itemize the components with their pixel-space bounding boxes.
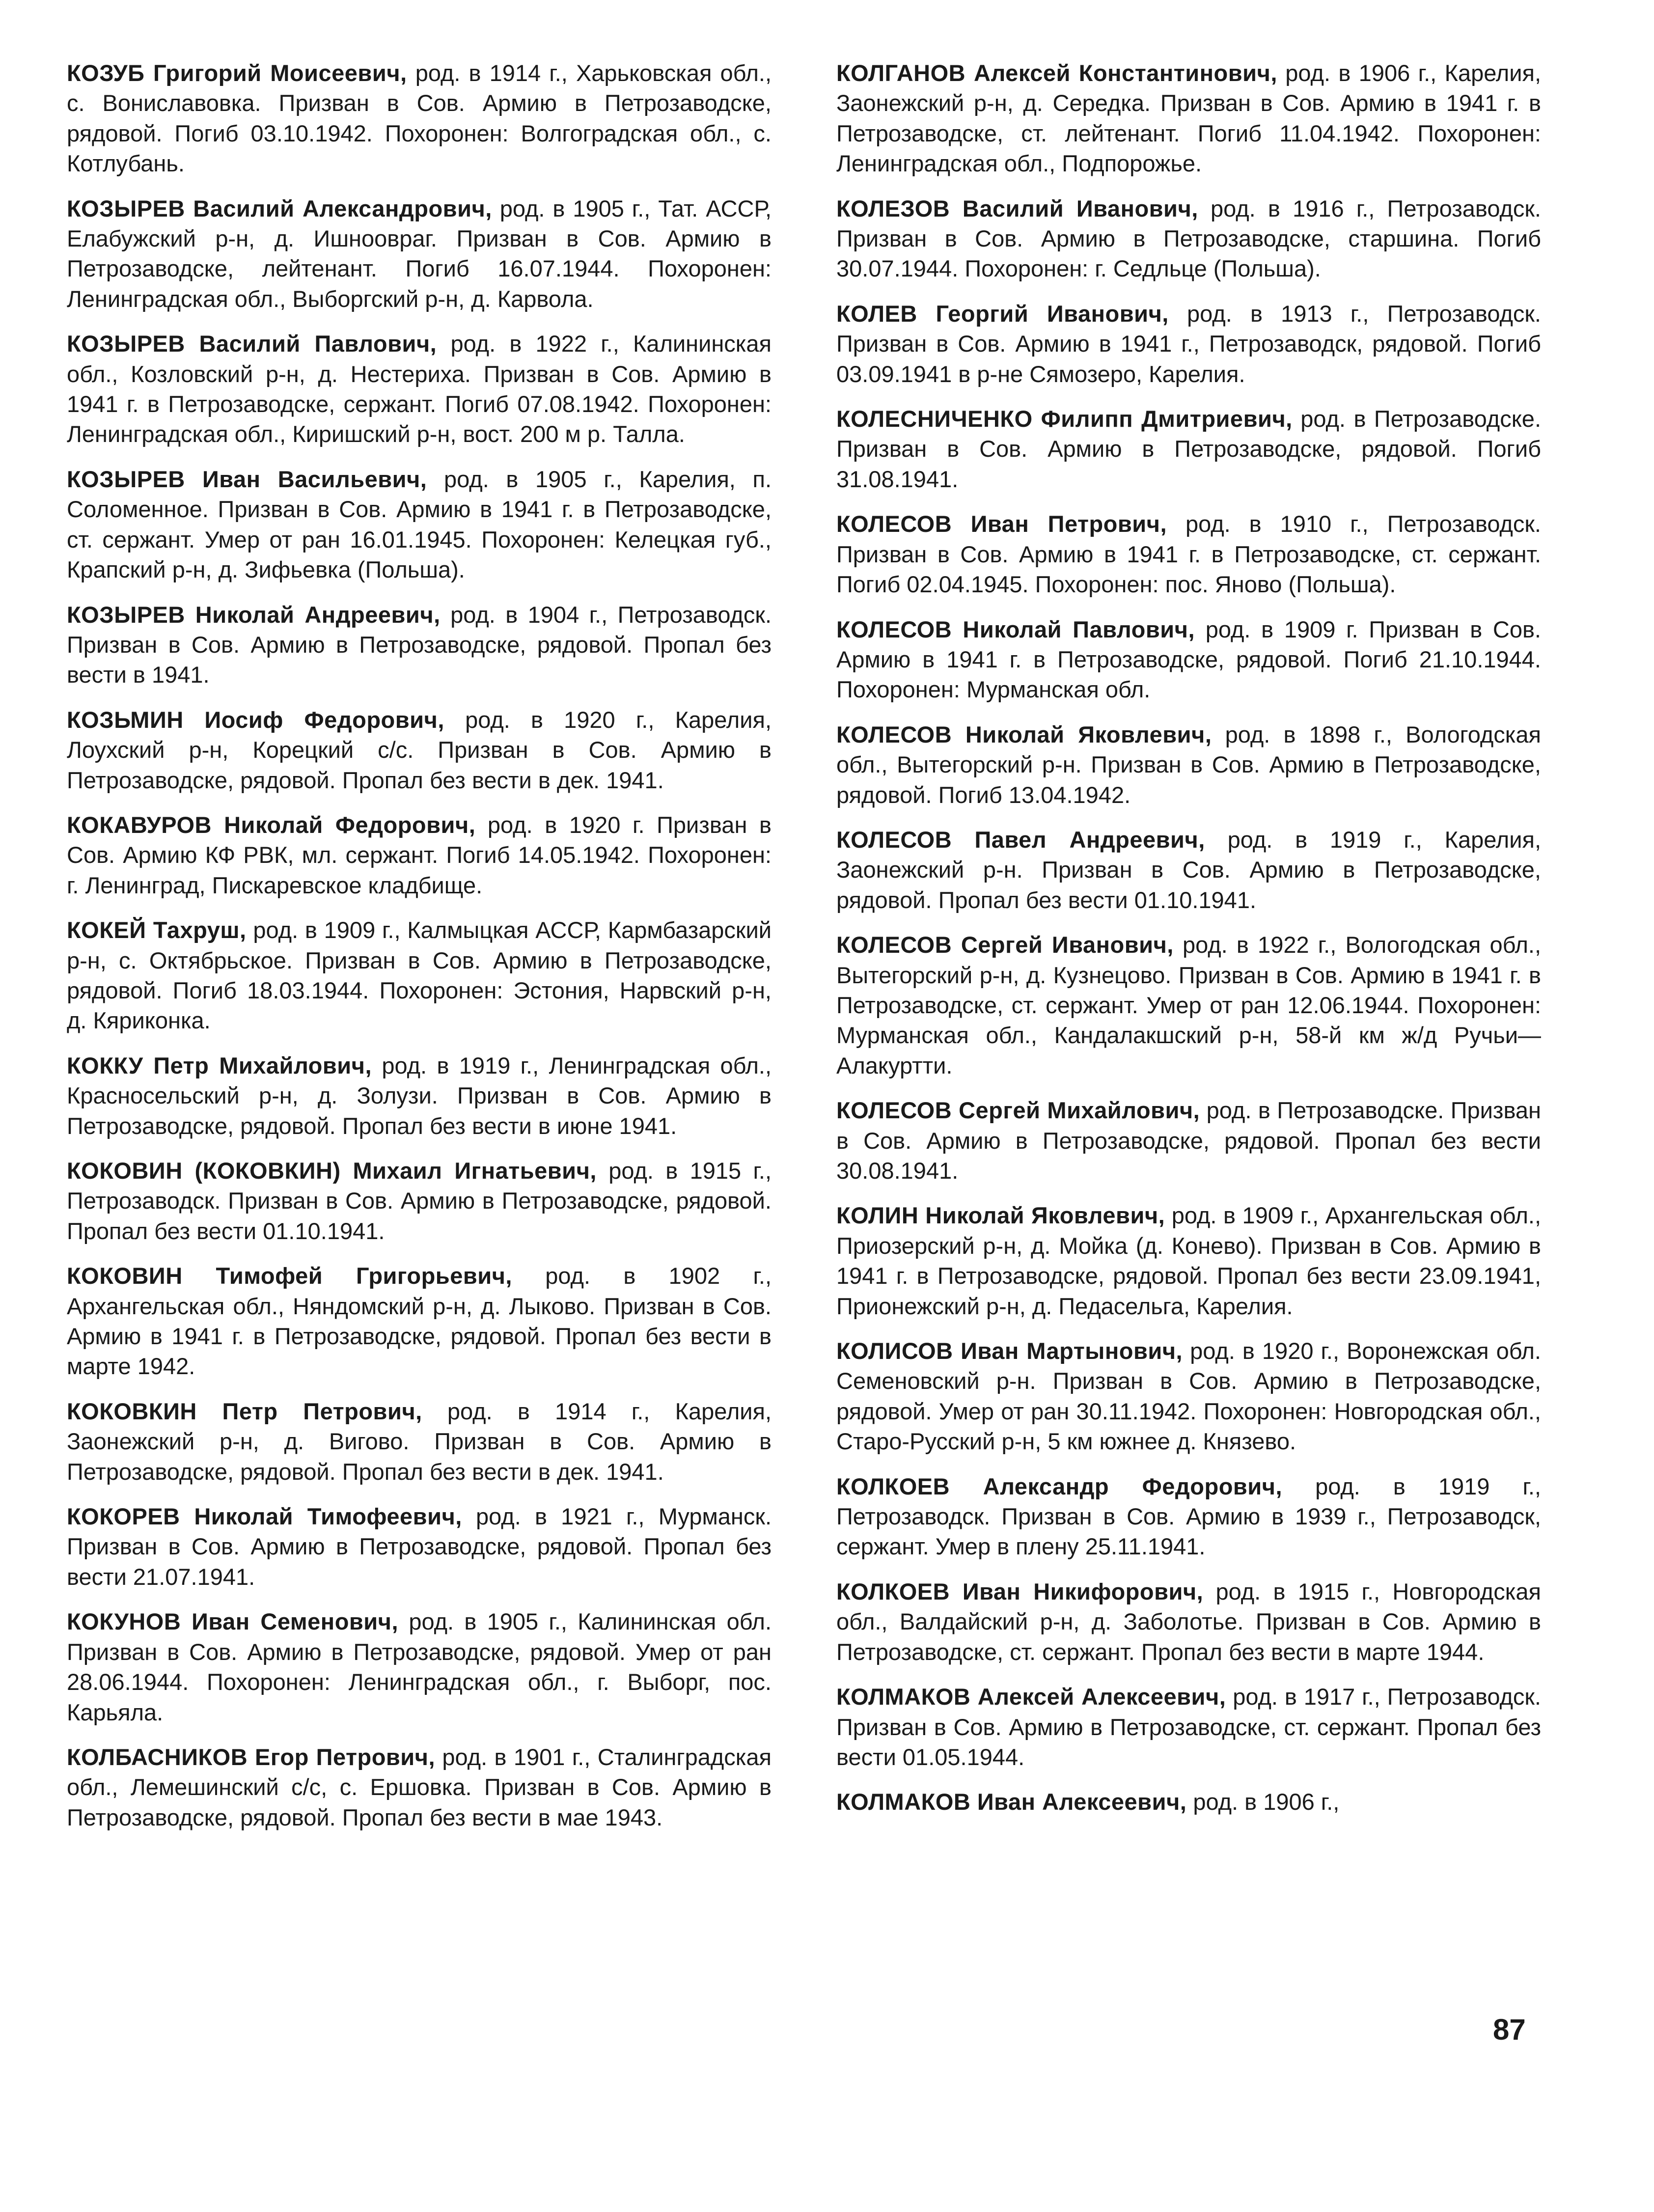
entry-name: КОКУНОВ Иван Семенович, — [67, 1608, 399, 1635]
entry — [67, 1501, 772, 1592]
right-column — [836, 58, 1541, 1832]
entry-name: КОЛЕВ Георгий Иванович, — [836, 300, 1169, 327]
entry — [836, 1576, 1541, 1667]
entry-text: род. в 1905 г., Калининская обл. Призван в Сов. Армию в Петрозаводске, рядовой. Умер от ран 28.06.1944. Похоронен: Ленинградская обл., г. Выборг, пос. Карьяла. — [67, 1608, 772, 1725]
entry-name: КОКОРЕВ Николай Тимофеевич, — [67, 1503, 462, 1530]
entry-text: род. в 1906 г., — [1193, 1789, 1340, 1815]
entry-name: КОЛЕЗОВ Василий Иванович, — [836, 195, 1198, 221]
entry-name: КОЛБАСНИКОВ Егор Петрович, — [67, 1743, 436, 1770]
entry-text: род. в 1921 г., Мурманск. Призван в Сов. Армию в Петрозаводске, рядовой. Пропал без вести 21.07.1941. — [67, 1503, 772, 1590]
entry-name: КОЛЕСОВ Сергей Михайлович, — [836, 1097, 1200, 1124]
entry — [836, 1682, 1541, 1772]
entry — [836, 930, 1541, 1080]
entry — [836, 1200, 1541, 1321]
entry — [836, 1095, 1541, 1186]
entry-text: род. в 1905 г., Тат. АССР, Елабужский р-н, д. Ишнoовраг. Призван в Сов. Армию в Петрозаводске, лейтенант. Погиб 16.07.1944. Похоронен: Ленинградская обл., Выборгский р-н, д. Карвола. — [67, 195, 772, 312]
entry-text: род. в 1910 г., Петрозаводск. Призван в Сов. Армию в 1941 г. в Петрозаводске, ст. сержант. Погиб 02.04.1945. Похоронен: пос. Яново (Польша). — [836, 511, 1541, 598]
entry-name: КОККУ Петр Михайлович, — [67, 1052, 372, 1078]
entry-text: род. в 1919 г., Карелия, Заонежский р-н. Призван в Сов. Армию в Петрозаводске, рядовой. Пропал без вести 01.10.1941. — [836, 826, 1541, 913]
entry — [67, 58, 772, 179]
left-column — [67, 58, 772, 1847]
entry-text: род. в Петрозаводске. Призван в Сов. Армию в Петрозаводске, рядовой. Погиб 31.08.1941. — [836, 406, 1542, 492]
entry-text: род. в 1917 г., Петрозаводск. Призван в Сов. Армию в Петрозаводске, ст. сержант. Пропал без вести 01.05.1944. — [836, 1684, 1541, 1770]
entry — [67, 1156, 772, 1246]
entry-name: КОЛИН Николай Яковлевич, — [836, 1202, 1165, 1229]
entry — [836, 1471, 1541, 1562]
entry — [836, 825, 1541, 915]
entry-text: род. в 1914 г., Карелия, Заонежский р-н, д. Вигово. Призван в Сов. Армию в Петрозаводске, рядовой. Пропал без вести в дек. 1941. — [67, 1398, 772, 1485]
entry-text: род. в 1916 г., Петрозаводск. Призван в Сов. Армию в Петрозаводске, старшина. Погиб 30.07.1944. Похоронен: г. Седльце (Польша). — [836, 195, 1541, 282]
entry-text: род. в 1919 г., Ленинградская обл., Красносельский р-н, д. Золузи. Призван в Сов. Армию в Петрозаводске, рядовой. Пропал без вести в июне 1941. — [67, 1052, 772, 1139]
entry — [836, 719, 1541, 810]
entry-text: род. в 1904 г., Петрозаводск. Призван в Сов. Армию в Петрозаводске, рядовой. Пропал без вести в 1941. — [67, 601, 772, 688]
entry — [67, 915, 772, 1036]
page-number: 87 — [1493, 2013, 1526, 2046]
entry-name: КОЗУБ Григорий Моисеевич, — [67, 60, 407, 86]
entry-text: род. в 1920 г. Призван в Сов. Армию КФ РВК, мл. сержант. Погиб 14.05.1942. Похоронен: г. Ленинград, Пискаревское кладбище. — [67, 811, 772, 898]
entry-name: КОЛЕСОВ Николай Павлович, — [836, 616, 1195, 642]
entry-text: род. в 1920 г., Воронежская обл. Семеновский р-н. Призван в Сов. Армию в Петрозаводске, рядовой. Умер от ран 30.11.1942. Похоронен: Новгородская обл., Старо-Русский р-н, 5 км южнее д. Князево. — [836, 1338, 1541, 1455]
entry — [67, 1396, 772, 1487]
entry-text: род. в 1909 г. Призван в Сов. Армию в 1941 г. в Петрозаводске, рядовой. Погиб 21.10.1944. Похоронен: Мурманская обл. — [836, 616, 1541, 703]
entry-text: род. в 1914 г., Харьковская обл., с. Вонислaвовка. Призван в Сов. Армию в Петрозаводске, рядовой. Погиб 03.10.1942. Похоронен: Волгоградская обл., с. Котлубань. — [67, 60, 772, 177]
entry-text: род. в 1920 г., Карелия, Лоухский р-н, Корецкий с/с. Призван в Сов. Армию в Петрозаводске, рядовой. Пропал без вести в дек. 1941. — [67, 706, 772, 793]
entry-name: КОЗЫРЕВ Василий Александрович, — [67, 195, 492, 221]
entry-name: КОЗЫРЕВ Николай Андреевич, — [67, 601, 441, 628]
entry — [67, 1742, 772, 1832]
entry — [836, 194, 1541, 284]
entry — [67, 194, 772, 314]
entry-text: род. в 1898 г., Вологодская обл., Вытегорский р-н. Призван в Сов. Армию в Петрозаводске, рядовой. Погиб 13.04.1942. — [836, 721, 1541, 808]
entry-name: КОКОВКИН Петр Петрович, — [67, 1398, 422, 1424]
entry — [836, 509, 1541, 599]
entry — [836, 299, 1541, 389]
entry-text: род. в 1909 г., Архангельская обл., Приозерский р-н, д. Мойка (д. Конево). Призван в Сов. Армию в 1941 г. в Петрозаводске, рядовой. Пропал без вести 23.09.1941, Прионежский р-н, д. Педасельга, Карелия. — [836, 1202, 1542, 1319]
entry-name: КОКАВУРОВ Николай Федорович, — [67, 811, 476, 838]
entry-name: КОЛКОЕВ Иван Никифорович, — [836, 1578, 1204, 1604]
entry-name: КОЛЕСНИЧЕНКО Филипп Дмитриевич, — [836, 406, 1293, 432]
entry — [67, 1606, 772, 1727]
entry — [67, 329, 772, 449]
entry-name: КОЛЕСОВ Иван Петрович, — [836, 511, 1167, 537]
entry-name: КОЛЕСОВ Николай Яковлевич, — [836, 721, 1212, 747]
entry-text: род. в 1913 г., Петрозаводск. Призван в Сов. Армию в 1941 г., Петрозаводск, рядовой. Погиб 03.09.1941 в р-не Сямозеро, Карелия. — [836, 300, 1541, 387]
entry-text: род. в Петрозаводске. Призван в Сов. Армию в Петрозаводске, рядовой. Пропал без вести 30.08.1941. — [836, 1097, 1542, 1184]
entry — [836, 1336, 1541, 1457]
entry-name: КОЛЕСОВ Сергей Иванович, — [836, 932, 1174, 958]
entry — [67, 705, 772, 795]
entry — [67, 464, 772, 585]
entry-name: КОЛМАКОВ Алексей Алексеевич, — [836, 1684, 1226, 1710]
entry-name: КОЛГАНОВ Алексей Константинович, — [836, 60, 1277, 86]
entry-name: КОЛЕСОВ Павел Андреевич, — [836, 826, 1205, 853]
entry-name: КОЗЫРЕВ Василий Павлович, — [67, 331, 437, 357]
entry-name: КОЛКОЕВ Александр Федорович, — [836, 1473, 1283, 1499]
entry-text: род. в 1919 г., Петрозаводск. Призван в Сов. Армию в 1939 г., Петрозаводск, сержант. Умер в плену 25.11.1941. — [836, 1473, 1541, 1560]
entry-text: род. в 1922 г., Вологодская обл., Вытегорский р-н, д. Кузнецово. Призван в Сов. Армию в 1941 г. в Петрозаводске, ст. сержант. Умер от ран 12.06.1944. Похоронен: Мурманская обл., Кандалакшский р-н, 58-й км ж/д Ручьи—Алакуртти. — [836, 932, 1541, 1078]
entry-text: род. в 1922 г., Калининская обл., Козловский р-н, д. Нестериха. Призван в Сов. Армию в 1941 г. в Петрозаводске, сержант. Погиб 07.08.1942. Похоронен: Ленинградская обл., Киришский р-н, вост. 200 м р. Талла. — [67, 331, 772, 447]
entry — [836, 58, 1541, 179]
entry — [836, 614, 1541, 705]
entry-text: род. в 1909 г., Калмыцкая АССР, Кармбазарский р-н, с. Октябрьское. Призван в Сов. Армию в Петрозаводске, рядовой. Погиб 18.03.1944. Похоронен: Эстония, Нарвский р-н, д. Кяриконка. — [67, 917, 772, 1034]
entry-text: род. в 1915 г., Новгородская обл., Валдайский р-н, д. Заболотье. Призван в Сов. Армию в Петрозаводске, ст. сержант. Пропал без вести в марте 1944. — [836, 1578, 1541, 1665]
entry — [67, 600, 772, 690]
entry-name: КОЗЬМИН Иосиф Федорович, — [67, 706, 444, 733]
entry — [67, 1261, 772, 1382]
entry-text: род. в 1915 г., Петрозаводск. Призван в Сов. Армию в Петрозаводске, рядовой. Пропал без вести 01.10.1941. — [67, 1158, 772, 1244]
entry-name: КОКОВИН Тимофей Григорьевич, — [67, 1263, 512, 1289]
entry-text: род. в 1906 г., Карелия, Заонежский р-н, д. Середка. Призван в Сов. Армию в 1941 г. в Петрозаводске, ст. лейтенант. Погиб 11.04.1942. Похоронен: Ленинградская обл., Подпорожье. — [836, 60, 1541, 177]
entry-name: КОКЕЙ Тахруш, — [67, 917, 247, 943]
entry-text: род. в 1902 г., Архангельская обл., Няндомский р-н, д. Лыково. Призван в Сов. Армию в 1941 г. в Петрозаводске, рядовой. Пропал без вести в марте 1942. — [67, 1263, 772, 1380]
entry-text: род. в 1901 г., Сталинградская обл., Лемешинский с/с, с. Ершовка. Призван в Сов. Армию в Петрозаводске, рядовой. Пропал без вести в мае 1943. — [67, 1743, 772, 1830]
entry-name: КОЗЫРЕВ Иван Васильевич, — [67, 466, 427, 492]
entry-name: КОЛМАКОВ Иван Алексеевич, — [836, 1789, 1187, 1815]
entry — [67, 1051, 772, 1141]
entry-name: КОКОВИН (КОКОВКИН) Михаил Игнатьевич, — [67, 1158, 597, 1184]
entry — [836, 1787, 1541, 1817]
entry — [67, 810, 772, 900]
entry-name: КОЛИСОВ Иван Мартынович, — [836, 1338, 1183, 1364]
entry — [836, 404, 1541, 494]
entry-text: род. в 1905 г., Карелия, п. Соломенное. Призван в Сов. Армию в 1941 г. в Петрозаводске, ст. сержант. Умер от ран 16.01.1945. Похоронен: Келецкая губ., Крапский р-н, д. Зифьевка (Польша). — [67, 466, 772, 583]
